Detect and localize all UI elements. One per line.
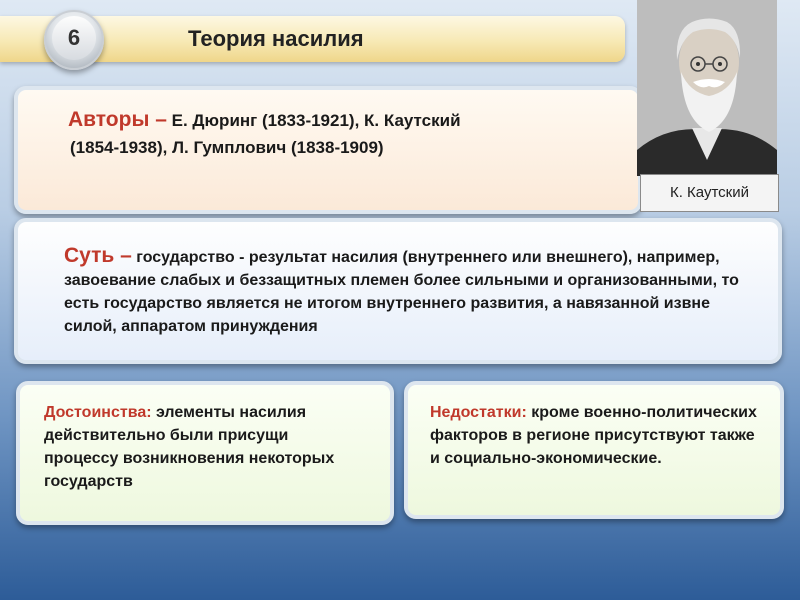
portrait-caption: К. Каутский xyxy=(640,174,779,212)
cons-label: Недостатки: xyxy=(430,404,527,421)
pros-panel xyxy=(16,381,394,525)
portrait-photo xyxy=(637,0,777,176)
portrait-image xyxy=(637,0,777,176)
cons-text xyxy=(430,401,760,470)
authors-names-1: Е. Дюринг (1833-1921), К. Каутский xyxy=(166,111,461,130)
authors-line-1 xyxy=(68,108,461,132)
pros-body: элементы насилия действительно были присущи процессу возникновения некоторых государств xyxy=(44,404,335,490)
authors-panel xyxy=(14,86,642,214)
pros-label: Достоинства: xyxy=(44,404,152,421)
authors-label: Авторы – xyxy=(68,108,167,131)
essence-label: Суть – xyxy=(64,244,132,267)
slide-number-badge xyxy=(44,10,104,70)
cons-body: кроме военно-политических факторов в регионе присутствуют также и социально-экономические. xyxy=(430,404,757,467)
slide-number: 6 xyxy=(52,16,96,60)
slide-title: Теория насилия xyxy=(188,26,364,51)
essence-body: государство - результат насилия (внутреннего или внешнего), например, завоевание слабых и беззащитных племен более сильными и организованными, то есть государство является не итогом внутреннего развития, а навязанной извне силой, аппаратом принуждения xyxy=(64,249,739,335)
essence-text xyxy=(64,244,754,338)
essence-panel xyxy=(14,218,782,364)
authors-names-2: (1854-1938), Л. Гумплович (1838-1909) xyxy=(70,138,384,157)
pros-text xyxy=(44,401,364,493)
cons-panel xyxy=(404,381,784,519)
